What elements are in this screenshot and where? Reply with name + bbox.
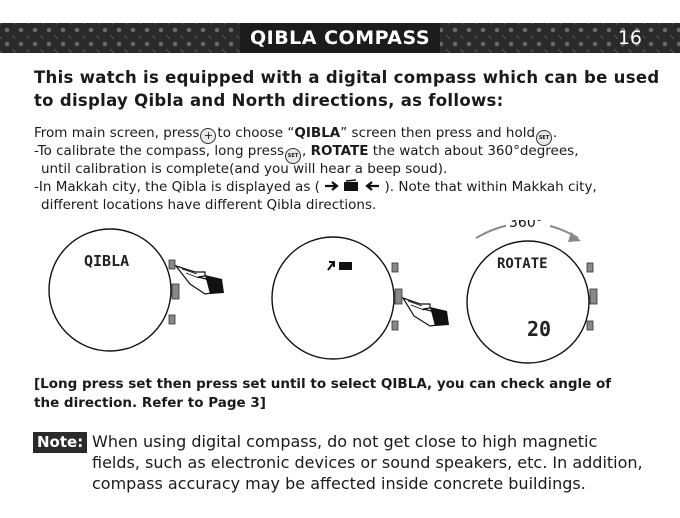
instruction-line-5: different locations have different Qibla directions. [41,197,377,213]
page-header [0,23,680,53]
instruction-line-3: until calibration is complete(and you will hear a beep soud). [41,161,448,177]
instruction-text: , [302,143,307,159]
plus-button-icon: + [200,128,216,144]
quote-close: ” [340,125,348,141]
watch3-display-text: ROTATE [497,256,548,272]
instruction-text: -To calibrate the compass, long press [34,143,285,159]
watch3-value-text: 20 [527,317,552,341]
page-number: 16 [617,27,642,49]
rotation-label: 360° [509,220,543,231]
pressing-hand-icon [403,298,449,326]
quote-open: “ [287,125,295,141]
bracket-note: [Long press set then press set until to select QIBLA, you can check angle of the direction. Refer to Page 3] [34,376,612,411]
watch-diagram [0,220,680,370]
instruction-text: -In Makkah city, the Qibla is displayed as ( [34,179,320,195]
intro-heading: This watch is equipped with a digital compass which can be used to display Qibla and North directions, as follows: [34,68,660,110]
set-button-icon: SET [536,130,552,146]
watch-3 [467,220,597,363]
watch1-display-text: QIBLA [84,252,130,270]
set-button-icon: SET [285,148,301,164]
instruction-text: From main screen, press [34,125,200,141]
instruction-text: screen then press and hold [351,125,536,141]
note-line-3: compass accuracy may be affected inside concrete buildings. [92,474,586,493]
note-label: Note: [33,432,87,453]
watch-1 [49,229,224,351]
note-line-2: fields, such as electronic devices or sound speakers, etc. In addition, [92,453,643,472]
note-text [92,431,662,494]
makkah-qibla-symbol-icon [324,179,380,193]
note-line-1: When using digital compass, do not get close to high magnetic [92,432,598,451]
qibla-keyword: QIBLA [294,125,341,141]
instruction-text: ). Note that within Makkah city, [384,179,597,195]
instruction-line-4 [34,178,597,196]
instruction-text: the watch about 360°degrees, [372,143,579,159]
watch-2 [272,237,449,359]
rotate-keyword: ROTATE [310,143,369,159]
pressing-hand-icon [176,266,224,294]
instruction-text: . [553,125,558,141]
instruction-text: to choose [217,125,284,141]
page-title: QIBLA COMPASS [249,27,431,49]
watch-illustrations [0,220,680,370]
